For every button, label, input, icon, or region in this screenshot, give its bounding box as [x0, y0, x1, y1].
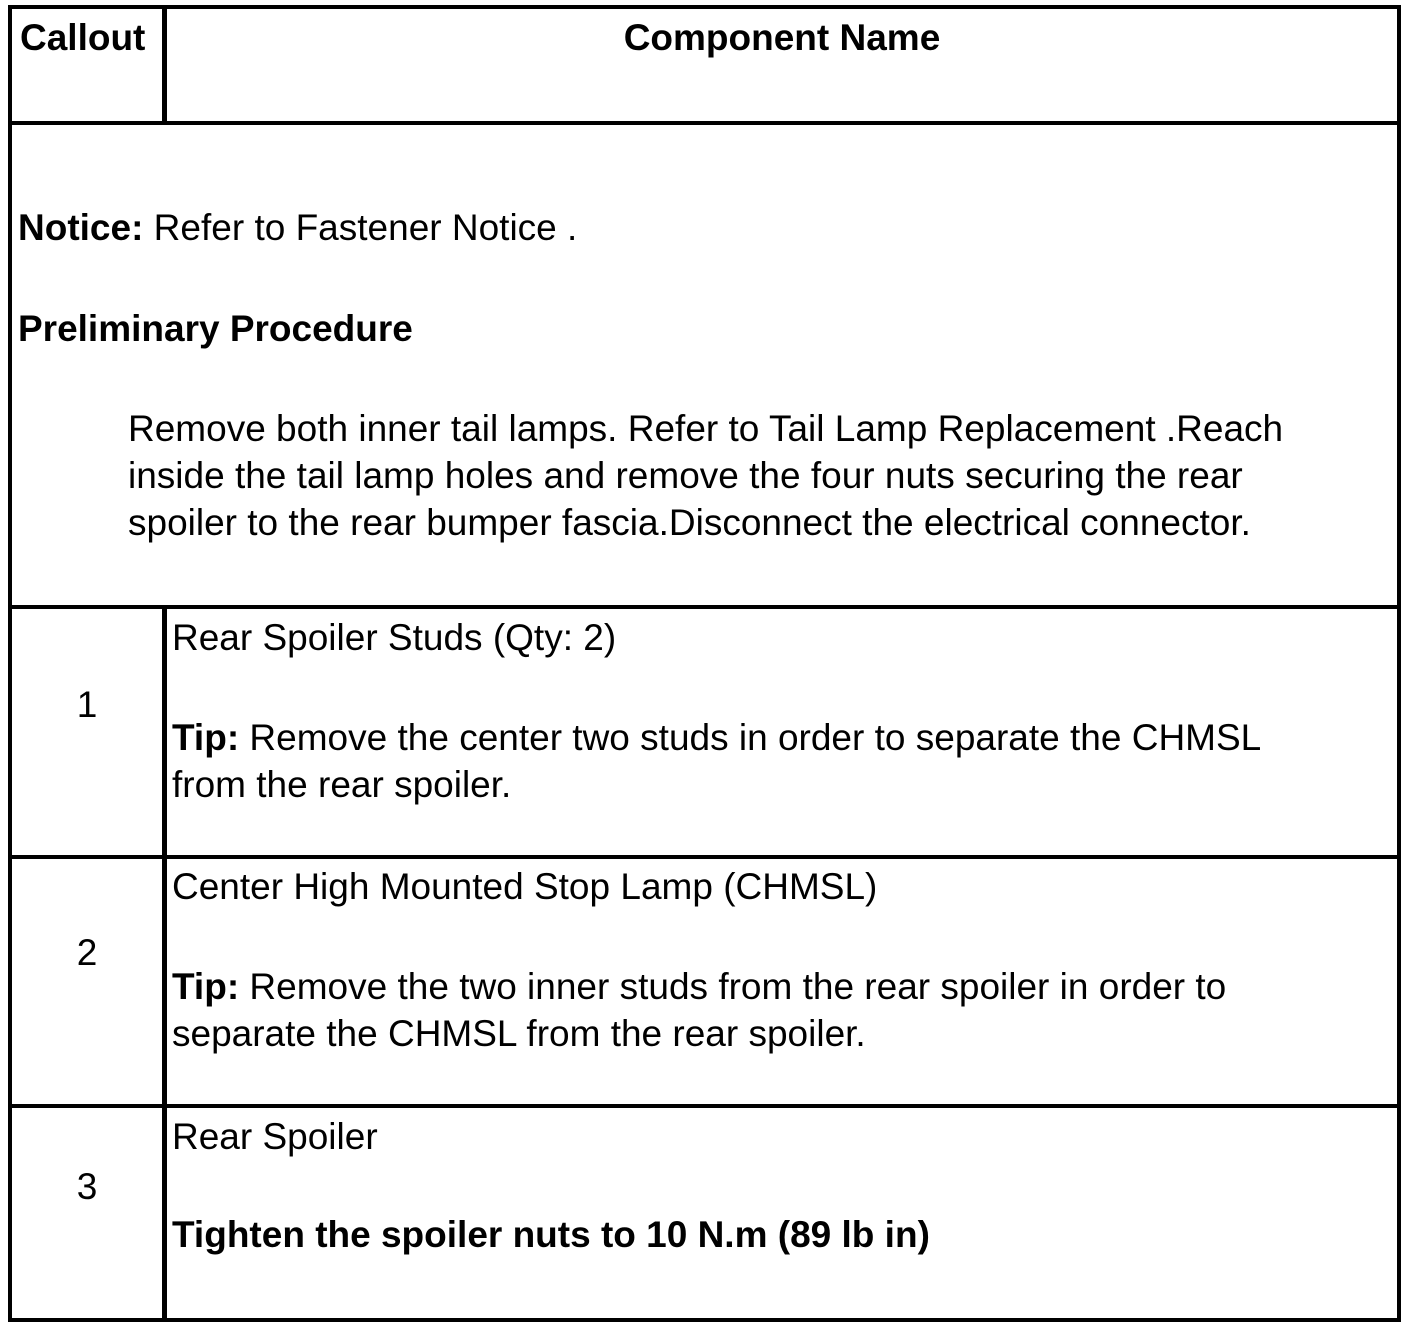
callout-header: Callout	[20, 17, 146, 58]
tip-text: Remove the center two studs in order to separate the CHMSL	[239, 717, 1262, 758]
row-divider	[12, 121, 1397, 125]
callout-number: 2	[76, 932, 98, 973]
notice-line	[18, 204, 577, 251]
column-divider	[162, 605, 167, 1322]
callout-number: 1	[76, 684, 98, 725]
procedure-line: inside the tail lamp holes and remove the four nuts securing the rear	[128, 455, 1243, 496]
notice-label: Notice:	[18, 207, 144, 248]
row-divider	[12, 855, 1397, 859]
tip-text: separate the CHMSL from the rear spoiler.	[172, 1013, 866, 1054]
component-name: Rear Spoiler	[172, 1116, 378, 1157]
procedure-title: Preliminary Procedure	[18, 308, 413, 349]
procedure-line: spoiler to the rear bumper fascia.Disconnect the electrical connector.	[128, 502, 1251, 543]
component-name: Rear Spoiler Studs (Qty: 2)	[172, 617, 617, 658]
tip-label: Tip:	[172, 717, 240, 758]
callout-number: 3	[76, 1166, 98, 1207]
tip-line	[172, 714, 1261, 761]
row-divider	[12, 605, 1397, 609]
procedure-line: Remove both inner tail lamps. Refer to Tail Lamp Replacement .Reach	[128, 408, 1284, 449]
tip-text: Remove the two inner studs from the rear spoiler in order to	[239, 966, 1227, 1007]
tip-text: from the rear spoiler.	[172, 764, 512, 805]
component-table	[8, 5, 1401, 1322]
component-name: Center High Mounted Stop Lamp (CHMSL)	[172, 866, 878, 907]
row-divider	[12, 1104, 1397, 1108]
tip-label: Tip:	[172, 966, 240, 1007]
component-name-header: Component Name	[623, 17, 941, 58]
torque-note: Tighten the spoiler nuts to 10 N.m (89 lb in)	[172, 1214, 930, 1255]
tip-line	[172, 963, 1226, 1010]
notice-text: Refer to Fastener Notice .	[143, 207, 578, 248]
